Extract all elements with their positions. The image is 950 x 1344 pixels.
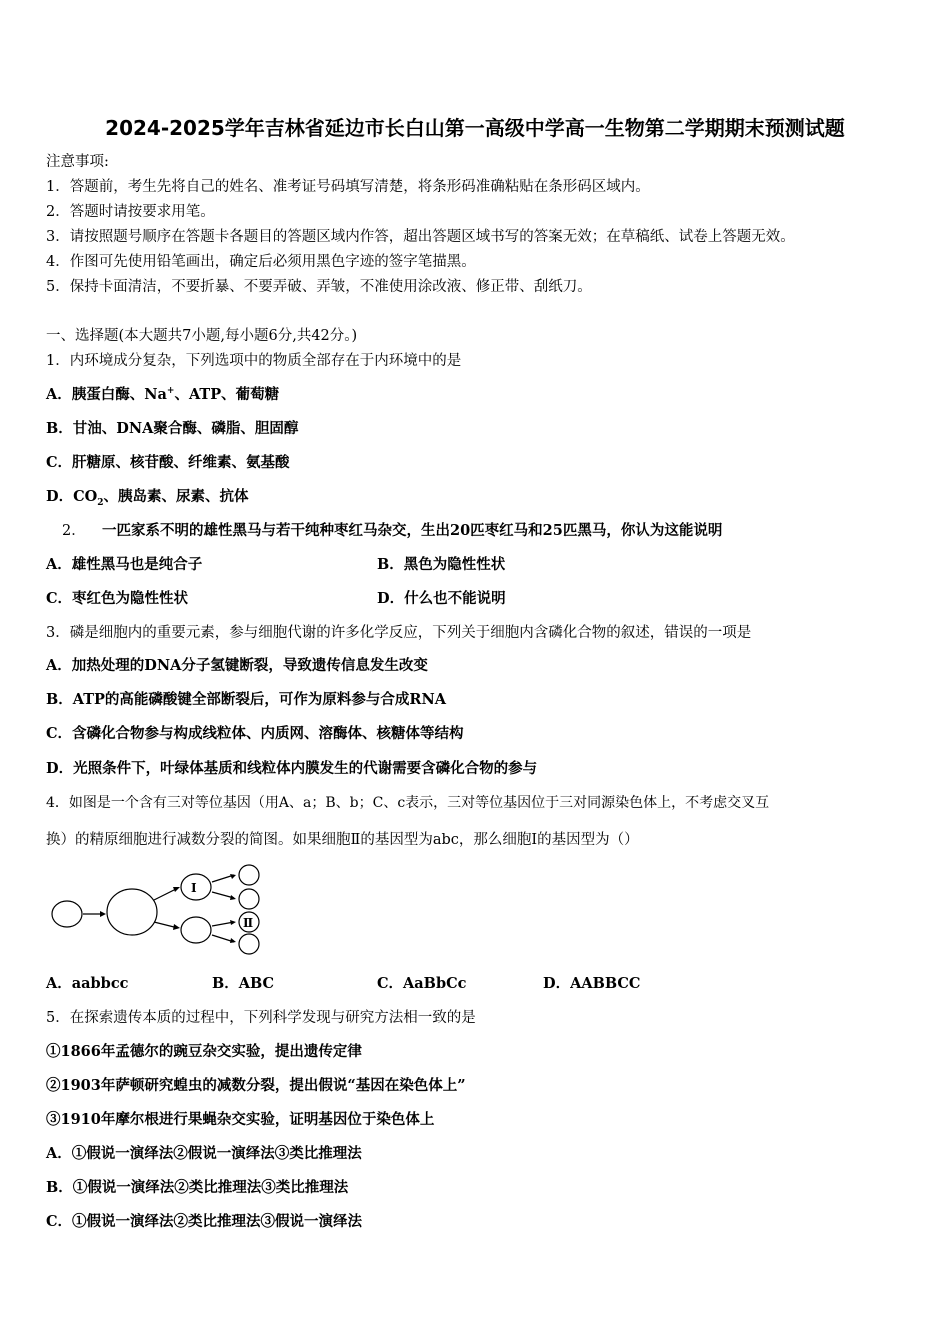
spermatid-cell	[239, 889, 259, 909]
q4-option-a: A．aabbcc	[46, 975, 129, 992]
arrowhead	[173, 924, 180, 930]
q1-option-a-pre: A．胰蛋白酶、Na	[46, 386, 167, 403]
q4-option-b: B．ABC	[212, 975, 275, 992]
question-5-stem: 5．在探索遗传本质的过程中，下列科学发现与研究方法相一致的是	[46, 1010, 476, 1026]
q5-option-c: C．①假说一演绎法②类比推理法③假说一演绎法	[46, 1213, 363, 1230]
cell-2-label: Ⅱ	[243, 916, 254, 930]
notice-item: 1．答题前，考生先将自己的姓名、准考证号码填写清楚，将条形码准确粘贴在条形码区域内。	[46, 179, 650, 195]
q5-statement-2: ②1903年萨顿研究蝗虫的减数分裂，提出假说“基因在染色体上”	[46, 1077, 466, 1094]
q1-option-d-pre: D．CO	[46, 488, 98, 505]
cell-secondary-lower	[181, 917, 211, 943]
arrowhead	[230, 920, 236, 925]
meiosis-diagram	[46, 862, 266, 958]
q4-option-d: D．AABBCC	[543, 975, 641, 992]
q2-option-b: B．黑色为隐性性状	[377, 556, 506, 573]
notice-heading: 注意事项:	[46, 154, 109, 170]
arrowhead	[230, 895, 236, 900]
question-4-stem-line1: 4．如图是一个含有三对等位基因（用A、a；B、b；C、c表示，三对等位基因位于三对同源染色体上，不考虑交叉互	[46, 795, 770, 811]
q1-option-a-sup: +	[166, 386, 175, 397]
q1-option-d-post: 、胰岛素、尿素、抗体	[103, 488, 249, 505]
question-2-stem: 一匹家系不明的雄性黑马与若干纯种枣红马杂交，生出20匹枣红马和25匹黑马，你认为这能说明	[102, 522, 723, 539]
primary-spermatocyte-cell	[107, 889, 157, 935]
spermatid-cell	[239, 934, 259, 954]
q4-option-c: C．AaBbCc	[377, 975, 467, 992]
q3-option-c: C．含磷化合物参与构成线粒体、内质网、溶酶体、核糖体等结构	[46, 725, 464, 742]
q1-option-d	[46, 487, 249, 507]
q3-option-d: D．光照条件下，叶绿体基质和线粒体内膜发生的代谢需要含磷化合物的参与	[46, 760, 538, 777]
arrow-line	[212, 875, 234, 882]
notice-item: 2．答题时请按要求用笔。	[46, 204, 215, 220]
q1-option-b: B．甘油、DNA聚合酶、磷脂、胆固醇	[46, 420, 299, 437]
q1-option-d-sub: 2	[97, 497, 104, 508]
q3-option-b: B．ATP的高能磷酸键全部断裂后，可作为原料参与合成RNA	[46, 691, 446, 708]
q1-option-a	[46, 385, 279, 405]
spermatid-cell	[239, 865, 259, 885]
q5-option-a: A．①假说一演绎法②假说一演绎法③类比推理法	[46, 1145, 362, 1162]
question-2-number: 2．	[62, 523, 86, 539]
page-title: 2024-2025学年吉林省延边市长白山第一高级中学高一生物第二学期期末预测试题	[105, 116, 845, 140]
spermatogonium-cell	[52, 901, 82, 927]
q1-option-a-post: 、ATP、葡萄糖	[174, 386, 280, 403]
arrowhead	[173, 887, 180, 892]
notice-item: 3．请按照题号顺序在答题卡各题目的答题区域内作答，超出答题区域书写的答案无效；在草稿纸、试卷上答题无效。	[46, 229, 795, 245]
cell-1-label: Ⅰ	[191, 881, 197, 895]
question-4-stem-line2: 换）的精原细胞进行减数分裂的简图。如果细胞Ⅱ的基因型为abc，那么细胞Ⅰ的基因型为（）	[46, 832, 639, 848]
q2-option-d: D．什么也不能说明	[377, 590, 506, 607]
notice-item: 4．作图可先使用铅笔画出，确定后必须用黑色字迹的签字笔描黑。	[46, 254, 476, 270]
question-3-stem: 3．磷是细胞内的重要元素，参与细胞代谢的许多化学反应，下列关于细胞内含磷化合物的叙述，错误的一项是	[46, 625, 752, 641]
q1-option-c: C．肝糖原、核苷酸、纤维素、氨基酸	[46, 454, 290, 471]
notice-item: 5．保持卡面清洁，不要折暴、不要弄破、弄皱，不准使用涂改液、修正带、刮纸刀。	[46, 279, 592, 295]
q2-option-c: C．枣红色为隐性性状	[46, 590, 189, 607]
question-1-stem: 1．内环境成分复杂，下列选项中的物质全部存在于内环境中的是	[46, 353, 462, 369]
q3-option-a: A．加热处理的DNA分子氢键断裂，导致遗传信息发生改变	[46, 657, 428, 674]
q5-statement-3: ③1910年摩尔根进行果蝇杂交实验，证明基因位于染色体上	[46, 1111, 435, 1128]
q2-option-a: A．雄性黑马也是纯合子	[46, 556, 203, 573]
q5-option-b: B．①假说一演绎法②类比推理法③类比推理法	[46, 1179, 349, 1196]
arrowhead	[100, 911, 106, 917]
q5-statement-1: ①1866年孟德尔的豌豆杂交实验，提出遗传定律	[46, 1043, 362, 1060]
arrowhead	[230, 938, 236, 943]
section-heading: 一、选择题(本大题共7小题,每小题6分,共42分。)	[46, 328, 358, 344]
